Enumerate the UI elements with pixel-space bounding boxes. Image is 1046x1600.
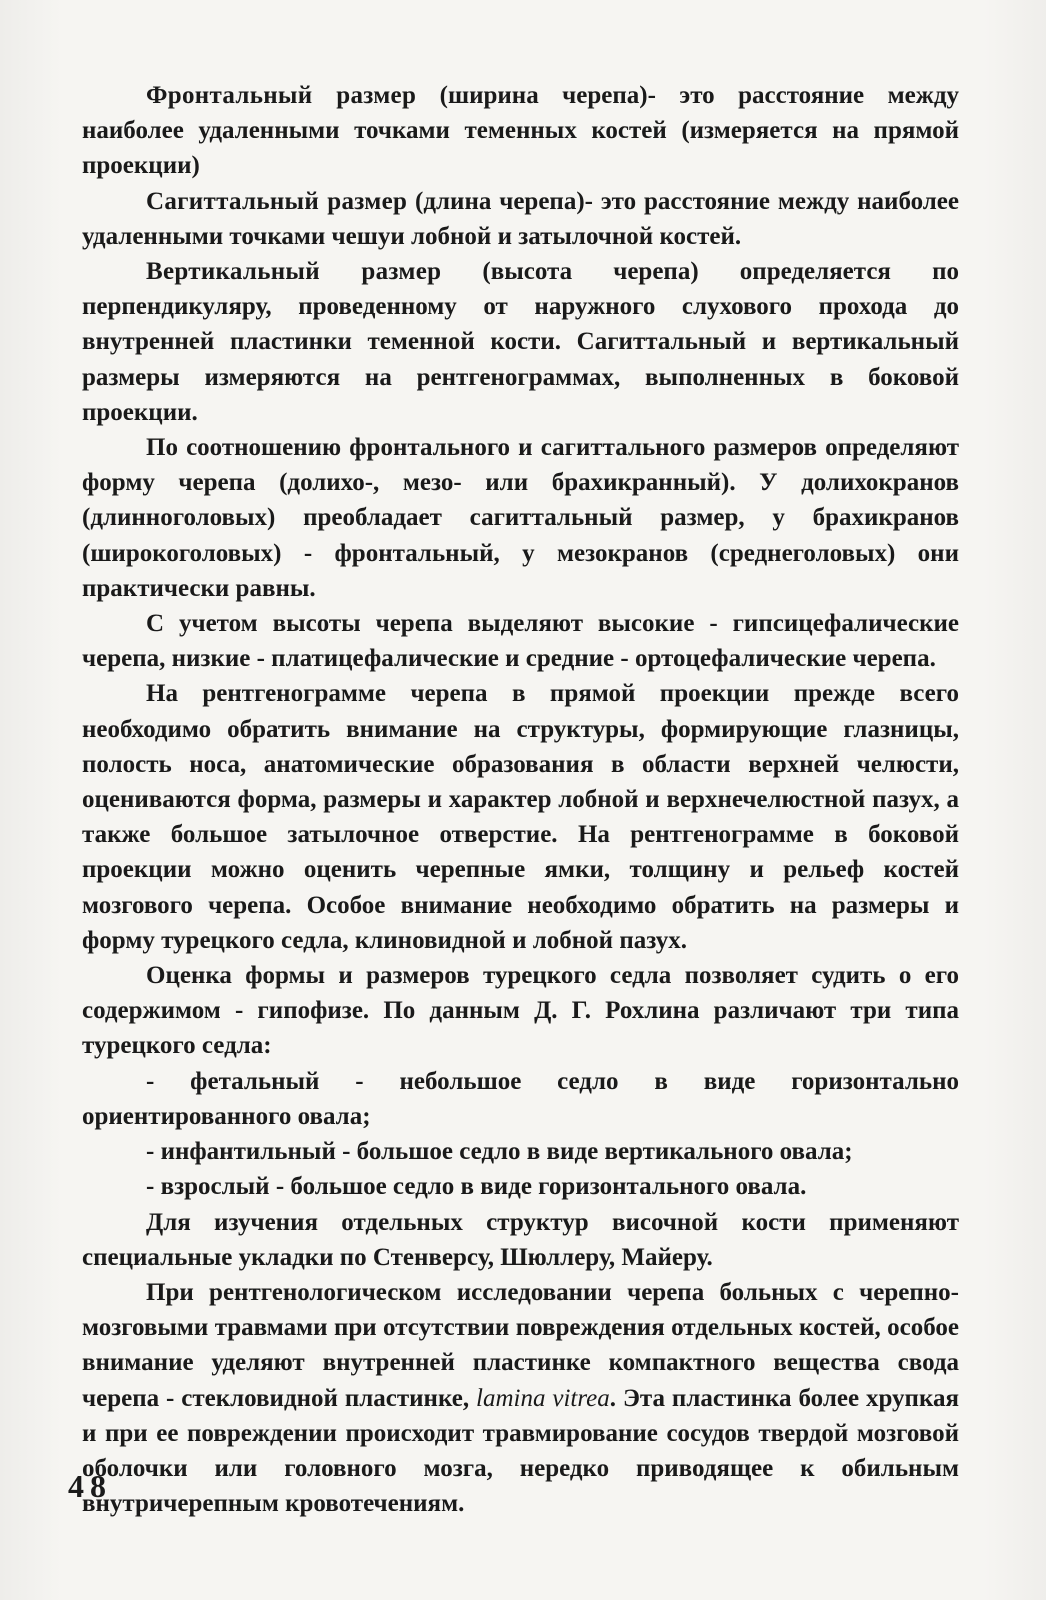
list-item-fetal: - фетальный - небольшое седло в виде горизонтально ориентированного овала;: [82, 1067, 959, 1130]
body-text: [82, 78, 959, 1521]
page-number: 48: [68, 1468, 112, 1504]
paragraph-frontal-size: [82, 78, 959, 184]
paragraph-skull-height: С учетом высоты черепа выделяют высокие - гипсицефалические черепа, низкие - платицефалические и средние - ортоцефалические черепа.: [82, 610, 959, 673]
term-frontal-size: Фронтальный размер: [146, 82, 417, 109]
list-item-adult: - взрослый - большое седло в виде горизонтального овала.: [146, 1173, 807, 1201]
paragraph-skull-shape: По соотношению фронтального и сагиттального размеров определяют форму черепа (долихо-, мезо- или брахикранный). У долихокранов (длинноголовых) преобладает сагиттальный размер, у брахикранов (широкоголовых) - фронтальный, у мезокранов (среднеголовых) они практически равны.: [82, 434, 959, 602]
list-item-infantile: - инфантильный - большое седло в виде вертикального овала;: [146, 1138, 853, 1166]
paragraph-temporal-bone: Для изучения отдельных структур височной кости применяют специальные укладки по Стенверсу, Шюллеру, Майеру.: [82, 1208, 959, 1271]
term-sagittal-size: Сагиттальный размер: [146, 187, 408, 215]
paragraph-text: (ширина черепа)- это расстояние между наиболее удаленными точками теменных костей (измеряется на прямой проекции): [82, 82, 960, 180]
paragraph-text: . Эта пластинка более хрупкая и при ее повреждении происходит травмирование сосудов твердой мозговой оболочки или головного мозга, нередко приводящее к обильным внутричерепным кровотечениям.: [82, 1384, 959, 1518]
paragraph-vertical-size: [82, 254, 959, 430]
paragraph-text: (высота черепа) определяется по перпендикуляру, проведенному от наружного слухового прохода до внутренней пластинки теменной кости. Сагиттальный и вертикальный размеры измеряются на рентгенограммах, выполненных в боковой проекции.: [82, 258, 959, 426]
term-vertical-size: Вертикальный размер: [146, 258, 442, 286]
latin-term: lamina vitrea: [476, 1384, 610, 1412]
paragraph-sagittal-size: [82, 184, 959, 254]
paragraph-frontal-projection: На рентгенограмме черепа в прямой проекции прежде всего необходимо обратить внимание на структуры, формирующие глазницы, полость носа, анатомические образования в области верхней челюсти, оцениваются форма, размеры и характер лобной и верхнечелюстной пазух, а также большое затылочное отверстие. На рентгенограмме в боковой проекции можно оценить черепные ямки, толщину и рельеф костей мозгового черепа. Особое внимание необходимо обратить на размеры и форму турецкого седла, клиновидной и лобной пазух.: [82, 680, 959, 954]
paragraph-text: (длина черепа)- это расстояние между наиболее удаленными точками чешуи лобной и затылочной костей.: [82, 187, 959, 250]
paragraph-trauma: [82, 1275, 959, 1521]
paragraph-text: При рентгенологическом исследовании черепа больных с черепно-мозговыми травмами при отсутствии повреждения отдельных костей, особое внимание уделяют внутренней пластинке компактного вещества свода черепа - стекловидной пластинке,: [82, 1278, 959, 1412]
paragraph-sella-turcica: Оценка формы и размеров турецкого седла позволяет судить о его содержимом - гипофизе. По данным Д. Г. Рохлина различают три типа турецкого седла:: [82, 962, 959, 1060]
